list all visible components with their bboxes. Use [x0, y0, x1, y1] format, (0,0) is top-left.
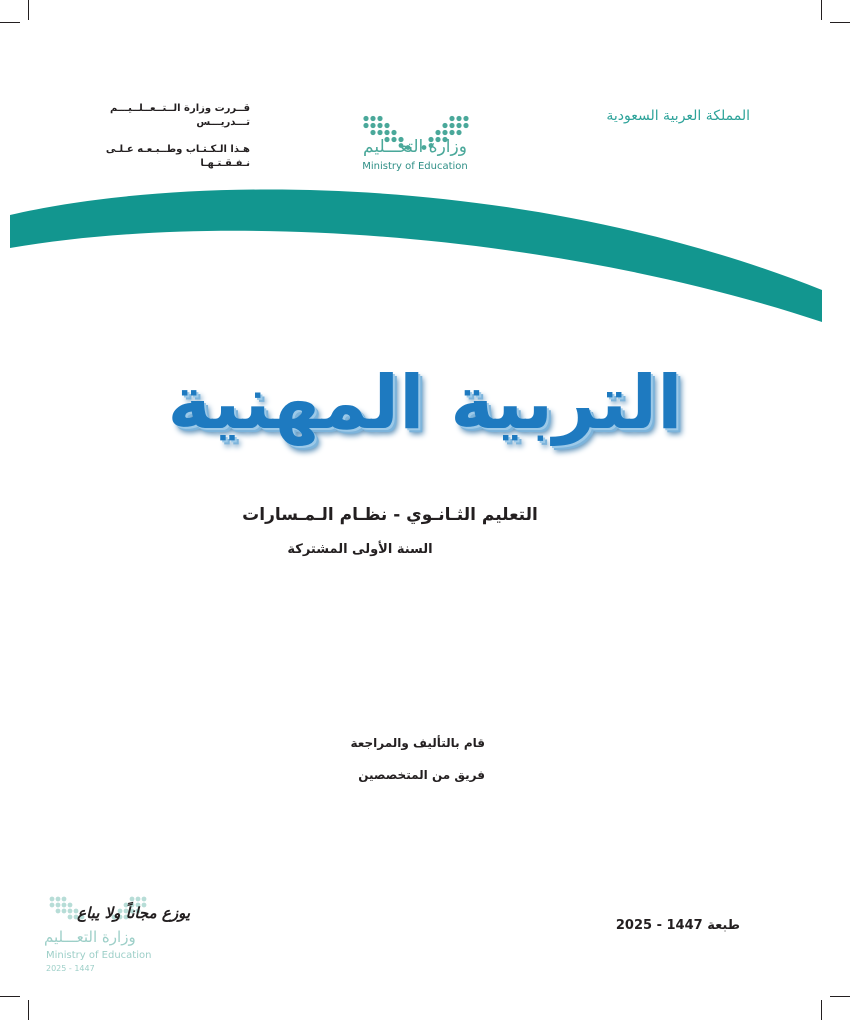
teal-swoosh-band: [0, 180, 850, 340]
crop-mark: [28, 0, 29, 20]
crop-mark: [0, 22, 20, 23]
footer-ministry-english: Ministry of Education: [46, 950, 152, 961]
authoring-credit: قام بالتأليف والمراجعة: [350, 736, 485, 750]
ministry-name-arabic: وزارة التعـــليم: [363, 137, 467, 157]
kingdom-label: المملكة العربية السعودية: [606, 108, 750, 124]
ministry-name-english: Ministry of Education: [362, 161, 468, 172]
authoring-team: فريق من المتخصصين: [358, 768, 485, 782]
crop-mark: [830, 996, 850, 997]
edition-label: طبعة 1447 - 2025: [615, 918, 740, 933]
crop-mark: [821, 0, 822, 20]
crop-mark: [821, 1000, 822, 1020]
footer-years: 2025 - 1447: [46, 964, 95, 973]
book-title: التربية المهنية: [167, 360, 683, 446]
crop-mark: [0, 996, 20, 997]
footer-ministry-arabic: وزارة التعـــليم: [44, 928, 136, 946]
free-distribution-note: يوزع مجاناً ولا يباع: [77, 904, 190, 922]
approval-line: هـذا الـكـتـاب وطــبـعـه عـلـى نـفـقـتـهـا: [105, 144, 250, 169]
crop-mark: [28, 1000, 29, 1020]
book-subtitle: التعليم الثـانـوي - نظـام الـمـسارات: [242, 505, 538, 525]
book-grade: السنة الأولى المشتركة: [287, 542, 433, 557]
approval-statement: [80, 102, 250, 184]
approval-line: قــررت وزارة الــتــعــلــيـــم تـــدريـــس: [110, 103, 250, 128]
crop-mark: [830, 22, 850, 23]
